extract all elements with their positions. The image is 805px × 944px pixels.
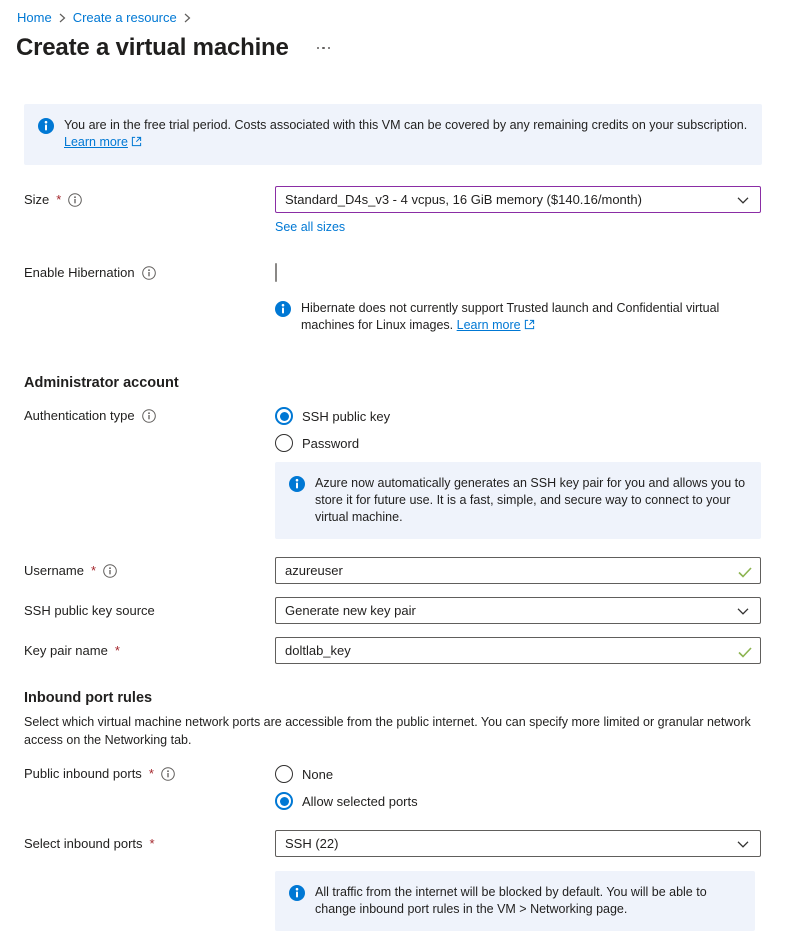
chevron-down-icon <box>737 603 749 618</box>
breadcrumb-create-resource-link[interactable]: Create a resource <box>72 10 177 25</box>
external-link-icon <box>131 136 142 150</box>
radio-none[interactable]: None <box>275 765 761 783</box>
info-icon <box>289 476 305 526</box>
info-icon <box>275 301 291 335</box>
key-pair-name-input[interactable] <box>275 637 761 664</box>
ssh-keypair-info-banner <box>275 462 761 539</box>
radio-password[interactable]: Password <box>275 434 761 452</box>
public-ports-radio-group <box>275 765 761 810</box>
hibernate-note <box>275 300 761 335</box>
radio-unselected-icon <box>275 434 293 452</box>
trial-learn-more-link[interactable]: Learn more <box>64 135 128 149</box>
inbound-port-rules-description: Select which virtual machine network ports are accessible from the public internet. You can specify more limited or granular network access on the Networking tab. <box>24 715 751 747</box>
inbound-port-rules-heading: Inbound port rules <box>24 690 153 706</box>
breadcrumb <box>0 0 805 25</box>
key-source-dropdown[interactable] <box>275 597 761 624</box>
public-ports-field-label: Public inbound ports * <box>24 765 275 781</box>
trial-banner-text: You are in the free trial period. Costs associated with this VM can be covered by any remaining credits on your subscription. <box>64 118 748 132</box>
inbound-ports-dropdown[interactable] <box>275 830 761 857</box>
username-info-tooltip-icon[interactable] <box>103 564 117 578</box>
radio-allow-selected-ports[interactable]: Allow selected ports <box>275 792 761 810</box>
key-name-field-label: Key pair name * <box>24 643 120 658</box>
valid-check-icon <box>738 645 752 663</box>
breadcrumb-home-link[interactable]: Home <box>17 10 52 25</box>
admin-account-heading: Administrator account <box>24 375 179 391</box>
info-icon <box>289 885 305 918</box>
key-source-dropdown-value: Generate new key pair <box>285 603 416 618</box>
auth-type-field-label: Authentication type <box>24 407 275 423</box>
more-options-icon[interactable] <box>315 43 333 54</box>
hibernate-note-text: Hibernate does not currently support Trusted launch and Confidential virtual machines for Linux images. <box>301 301 720 332</box>
trial-info-banner <box>24 104 762 165</box>
username-input[interactable] <box>275 557 761 584</box>
valid-check-icon <box>738 565 752 583</box>
page-title: Create a virtual machine <box>16 34 289 61</box>
chevron-right-icon <box>59 13 66 23</box>
chevron-down-icon <box>737 836 749 851</box>
hibernation-checkbox[interactable] <box>275 263 277 282</box>
auth-type-radio-group <box>275 407 761 452</box>
username-field-label: Username * <box>24 557 275 578</box>
size-dropdown-value: Standard_D4s_v3 - 4 vcpus, 16 GiB memory ($140.16/month) <box>285 192 642 207</box>
inbound-ports-field-label: Select inbound ports * <box>24 836 155 851</box>
chevron-down-icon <box>737 192 749 207</box>
see-all-sizes-link[interactable]: See all sizes <box>275 220 346 234</box>
size-field-label: Size * <box>24 186 275 207</box>
radio-unselected-icon <box>275 765 293 783</box>
size-dropdown[interactable] <box>275 186 761 213</box>
inbound-ports-dropdown-value: SSH (22) <box>285 836 339 851</box>
external-link-icon <box>524 319 535 333</box>
auth-type-info-tooltip-icon[interactable] <box>142 409 156 423</box>
radio-ssh-public-key[interactable]: SSH public key <box>275 407 761 425</box>
ssh-banner-text: Azure now automatically generates an SSH key pair for you and allows you to store it for future use. It is a fast, simple, and secure way to connect to your virtual machine. <box>315 476 746 524</box>
traffic-banner-text: All traffic from the internet will be blocked by default. You will be able to change inbound port rules in the VM > Networking page. <box>315 885 707 916</box>
chevron-right-icon <box>184 13 191 23</box>
hibernation-field-label: Enable Hibernation <box>24 264 275 280</box>
radio-selected-icon <box>275 792 293 810</box>
traffic-info-banner <box>275 871 755 931</box>
info-icon <box>38 118 54 152</box>
hibernation-info-tooltip-icon[interactable] <box>142 266 156 280</box>
size-info-tooltip-icon[interactable] <box>68 193 82 207</box>
key-source-field-label: SSH public key source <box>24 603 155 618</box>
radio-selected-icon <box>275 407 293 425</box>
public-ports-info-tooltip-icon[interactable] <box>161 767 175 781</box>
hibernate-learn-more-link[interactable]: Learn more <box>456 318 521 332</box>
